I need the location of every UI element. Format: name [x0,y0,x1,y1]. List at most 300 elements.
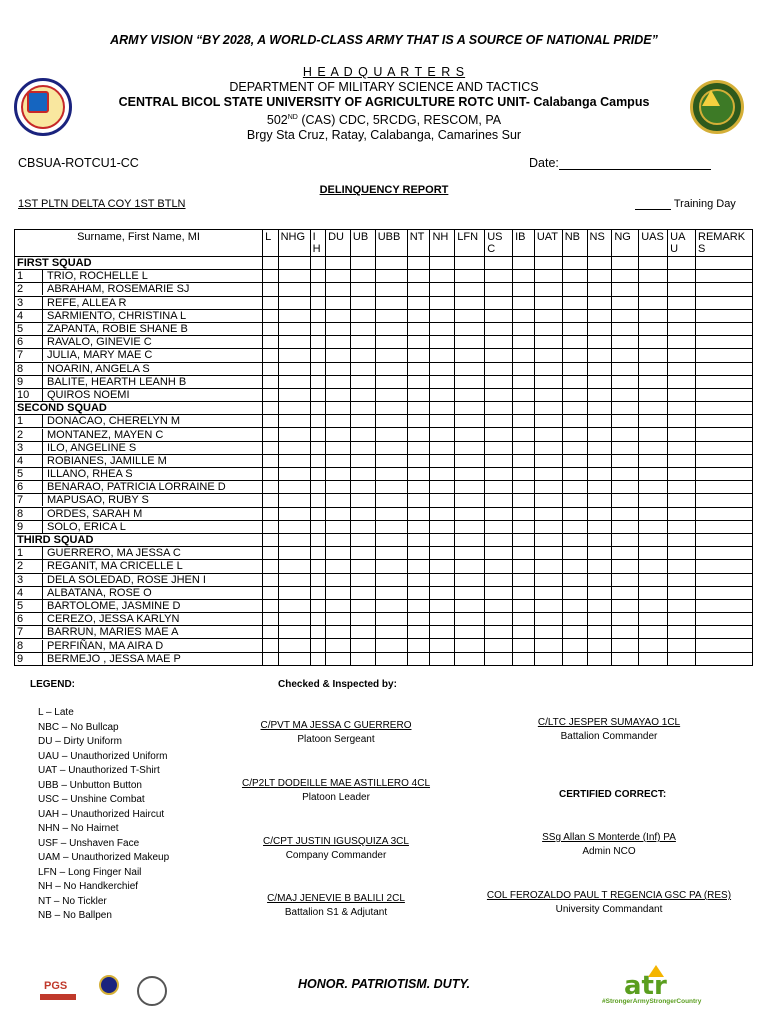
mark-cell[interactable] [562,573,587,586]
mark-cell[interactable] [513,283,535,296]
mark-cell[interactable] [310,468,326,481]
mark-cell[interactable] [455,270,485,283]
mark-cell[interactable] [407,560,430,573]
mark-cell[interactable] [278,613,310,626]
mark-cell[interactable] [375,349,407,362]
mark-cell[interactable] [350,336,375,349]
mark-cell[interactable] [430,613,455,626]
mark-cell[interactable] [696,507,753,520]
mark-cell[interactable] [696,613,753,626]
mark-cell[interactable] [534,626,562,639]
mark-cell[interactable] [612,639,639,652]
mark-cell[interactable] [278,441,310,454]
mark-cell[interactable] [513,481,535,494]
mark-cell[interactable] [455,441,485,454]
mark-cell[interactable] [350,454,375,467]
mark-cell[interactable] [612,322,639,335]
mark-cell[interactable] [485,349,513,362]
mark-cell[interactable] [278,283,310,296]
mark-cell[interactable] [350,573,375,586]
mark-cell[interactable] [430,309,455,322]
mark-cell[interactable] [668,441,696,454]
mark-cell[interactable] [375,547,407,560]
mark-cell[interactable] [668,626,696,639]
mark-cell[interactable] [430,388,455,401]
mark-cell[interactable] [587,428,612,441]
mark-cell[interactable] [326,283,351,296]
mark-cell[interactable] [326,362,351,375]
mark-cell[interactable] [485,573,513,586]
mark-cell[interactable] [430,468,455,481]
mark-cell[interactable] [513,626,535,639]
mark-cell[interactable] [430,362,455,375]
mark-cell[interactable] [668,547,696,560]
mark-cell[interactable] [375,652,407,665]
mark-cell[interactable] [562,626,587,639]
mark-cell[interactable] [407,468,430,481]
mark-cell[interactable] [696,639,753,652]
mark-cell[interactable] [278,494,310,507]
mark-cell[interactable] [587,560,612,573]
mark-cell[interactable] [407,349,430,362]
mark-cell[interactable] [534,362,562,375]
mark-cell[interactable] [310,375,326,388]
mark-cell[interactable] [263,388,279,401]
mark-cell[interactable] [587,441,612,454]
mark-cell[interactable] [562,375,587,388]
mark-cell[interactable] [639,309,668,322]
mark-cell[interactable] [455,388,485,401]
mark-cell[interactable] [430,599,455,612]
mark-cell[interactable] [639,322,668,335]
mark-cell[interactable] [350,283,375,296]
mark-cell[interactable] [639,481,668,494]
mark-cell[interactable] [455,296,485,309]
mark-cell[interactable] [310,349,326,362]
mark-cell[interactable] [278,481,310,494]
mark-cell[interactable] [278,428,310,441]
mark-cell[interactable] [326,520,351,533]
mark-cell[interactable] [485,468,513,481]
mark-cell[interactable] [407,415,430,428]
mark-cell[interactable] [639,415,668,428]
mark-cell[interactable] [668,322,696,335]
mark-cell[interactable] [263,441,279,454]
mark-cell[interactable] [326,652,351,665]
mark-cell[interactable] [310,322,326,335]
mark-cell[interactable] [612,573,639,586]
mark-cell[interactable] [310,494,326,507]
mark-cell[interactable] [430,415,455,428]
mark-cell[interactable] [455,309,485,322]
mark-cell[interactable] [407,639,430,652]
mark-cell[interactable] [612,547,639,560]
mark-cell[interactable] [696,547,753,560]
mark-cell[interactable] [612,599,639,612]
mark-cell[interactable] [263,560,279,573]
mark-cell[interactable] [407,388,430,401]
mark-cell[interactable] [350,322,375,335]
mark-cell[interactable] [639,520,668,533]
mark-cell[interactable] [485,362,513,375]
mark-cell[interactable] [407,441,430,454]
mark-cell[interactable] [612,560,639,573]
mark-cell[interactable] [668,560,696,573]
mark-cell[interactable] [612,362,639,375]
mark-cell[interactable] [263,454,279,467]
mark-cell[interactable] [485,441,513,454]
mark-cell[interactable] [696,441,753,454]
mark-cell[interactable] [407,283,430,296]
mark-cell[interactable] [278,415,310,428]
mark-cell[interactable] [455,520,485,533]
mark-cell[interactable] [485,415,513,428]
mark-cell[interactable] [485,428,513,441]
mark-cell[interactable] [534,296,562,309]
mark-cell[interactable] [278,362,310,375]
mark-cell[interactable] [696,283,753,296]
mark-cell[interactable] [326,270,351,283]
mark-cell[interactable] [639,454,668,467]
mark-cell[interactable] [310,613,326,626]
mark-cell[interactable] [562,388,587,401]
mark-cell[interactable] [430,441,455,454]
mark-cell[interactable] [455,613,485,626]
mark-cell[interactable] [587,309,612,322]
mark-cell[interactable] [326,481,351,494]
mark-cell[interactable] [350,428,375,441]
mark-cell[interactable] [534,468,562,481]
mark-cell[interactable] [587,586,612,599]
mark-cell[interactable] [513,560,535,573]
mark-cell[interactable] [455,507,485,520]
mark-cell[interactable] [310,388,326,401]
mark-cell[interactable] [668,599,696,612]
mark-cell[interactable] [562,309,587,322]
mark-cell[interactable] [696,322,753,335]
mark-cell[interactable] [310,586,326,599]
mark-cell[interactable] [375,494,407,507]
mark-cell[interactable] [668,468,696,481]
mark-cell[interactable] [375,296,407,309]
mark-cell[interactable] [350,560,375,573]
mark-cell[interactable] [375,507,407,520]
mark-cell[interactable] [562,520,587,533]
mark-cell[interactable] [639,270,668,283]
mark-cell[interactable] [310,573,326,586]
mark-cell[interactable] [430,494,455,507]
mark-cell[interactable] [263,613,279,626]
mark-cell[interactable] [612,283,639,296]
mark-cell[interactable] [455,639,485,652]
mark-cell[interactable] [407,599,430,612]
mark-cell[interactable] [278,270,310,283]
mark-cell[interactable] [513,336,535,349]
mark-cell[interactable] [278,454,310,467]
mark-cell[interactable] [430,573,455,586]
mark-cell[interactable] [639,388,668,401]
mark-cell[interactable] [407,626,430,639]
mark-cell[interactable] [375,454,407,467]
mark-cell[interactable] [587,322,612,335]
mark-cell[interactable] [513,652,535,665]
mark-cell[interactable] [350,362,375,375]
mark-cell[interactable] [587,454,612,467]
mark-cell[interactable] [534,388,562,401]
mark-cell[interactable] [668,586,696,599]
mark-cell[interactable] [485,296,513,309]
mark-cell[interactable] [430,322,455,335]
mark-cell[interactable] [612,468,639,481]
mark-cell[interactable] [430,586,455,599]
mark-cell[interactable] [350,599,375,612]
mark-cell[interactable] [668,270,696,283]
mark-cell[interactable] [326,626,351,639]
mark-cell[interactable] [668,388,696,401]
mark-cell[interactable] [485,309,513,322]
mark-cell[interactable] [326,388,351,401]
mark-cell[interactable] [513,441,535,454]
mark-cell[interactable] [587,639,612,652]
mark-cell[interactable] [430,520,455,533]
mark-cell[interactable] [350,494,375,507]
mark-cell[interactable] [263,639,279,652]
mark-cell[interactable] [350,639,375,652]
mark-cell[interactable] [534,441,562,454]
mark-cell[interactable] [587,388,612,401]
mark-cell[interactable] [562,652,587,665]
mark-cell[interactable] [696,349,753,362]
mark-cell[interactable] [485,336,513,349]
mark-cell[interactable] [696,270,753,283]
mark-cell[interactable] [263,468,279,481]
mark-cell[interactable] [455,468,485,481]
mark-cell[interactable] [639,428,668,441]
mark-cell[interactable] [562,613,587,626]
mark-cell[interactable] [455,375,485,388]
mark-cell[interactable] [407,296,430,309]
mark-cell[interactable] [612,481,639,494]
mark-cell[interactable] [430,626,455,639]
mark-cell[interactable] [310,639,326,652]
mark-cell[interactable] [534,613,562,626]
mark-cell[interactable] [278,507,310,520]
mark-cell[interactable] [263,494,279,507]
mark-cell[interactable] [263,652,279,665]
mark-cell[interactable] [587,573,612,586]
mark-cell[interactable] [485,494,513,507]
mark-cell[interactable] [278,626,310,639]
mark-cell[interactable] [587,468,612,481]
mark-cell[interactable] [534,599,562,612]
mark-cell[interactable] [562,283,587,296]
mark-cell[interactable] [350,349,375,362]
mark-cell[interactable] [455,573,485,586]
mark-cell[interactable] [485,652,513,665]
mark-cell[interactable] [375,468,407,481]
mark-cell[interactable] [350,388,375,401]
mark-cell[interactable] [485,388,513,401]
mark-cell[interactable] [562,494,587,507]
mark-cell[interactable] [513,520,535,533]
mark-cell[interactable] [612,336,639,349]
mark-cell[interactable] [278,586,310,599]
mark-cell[interactable] [455,428,485,441]
mark-cell[interactable] [485,626,513,639]
mark-cell[interactable] [562,560,587,573]
mark-cell[interactable] [513,613,535,626]
mark-cell[interactable] [612,309,639,322]
mark-cell[interactable] [326,415,351,428]
mark-cell[interactable] [696,309,753,322]
mark-cell[interactable] [263,349,279,362]
mark-cell[interactable] [375,309,407,322]
mark-cell[interactable] [263,336,279,349]
mark-cell[interactable] [310,283,326,296]
mark-cell[interactable] [455,415,485,428]
mark-cell[interactable] [455,494,485,507]
mark-cell[interactable] [455,560,485,573]
mark-cell[interactable] [310,336,326,349]
mark-cell[interactable] [534,639,562,652]
mark-cell[interactable] [639,560,668,573]
mark-cell[interactable] [310,441,326,454]
mark-cell[interactable] [534,454,562,467]
mark-cell[interactable] [455,322,485,335]
mark-cell[interactable] [562,468,587,481]
mark-cell[interactable] [278,309,310,322]
mark-cell[interactable] [375,573,407,586]
mark-cell[interactable] [375,481,407,494]
mark-cell[interactable] [263,270,279,283]
mark-cell[interactable] [696,573,753,586]
mark-cell[interactable] [696,586,753,599]
mark-cell[interactable] [310,520,326,533]
mark-cell[interactable] [263,573,279,586]
mark-cell[interactable] [612,349,639,362]
mark-cell[interactable] [587,494,612,507]
mark-cell[interactable] [485,586,513,599]
mark-cell[interactable] [326,507,351,520]
mark-cell[interactable] [430,375,455,388]
mark-cell[interactable] [612,270,639,283]
mark-cell[interactable] [263,362,279,375]
mark-cell[interactable] [562,336,587,349]
mark-cell[interactable] [430,349,455,362]
mark-cell[interactable] [326,573,351,586]
mark-cell[interactable] [639,586,668,599]
mark-cell[interactable] [407,573,430,586]
mark-cell[interactable] [562,481,587,494]
mark-cell[interactable] [513,428,535,441]
mark-cell[interactable] [534,283,562,296]
mark-cell[interactable] [263,547,279,560]
mark-cell[interactable] [534,349,562,362]
mark-cell[interactable] [375,283,407,296]
mark-cell[interactable] [375,599,407,612]
mark-cell[interactable] [263,626,279,639]
mark-cell[interactable] [668,613,696,626]
mark-cell[interactable] [668,507,696,520]
mark-cell[interactable] [350,652,375,665]
mark-cell[interactable] [310,428,326,441]
mark-cell[interactable] [350,468,375,481]
mark-cell[interactable] [534,547,562,560]
mark-cell[interactable] [407,507,430,520]
mark-cell[interactable] [430,547,455,560]
mark-cell[interactable] [375,626,407,639]
mark-cell[interactable] [310,309,326,322]
mark-cell[interactable] [612,428,639,441]
mark-cell[interactable] [587,349,612,362]
mark-cell[interactable] [668,309,696,322]
mark-cell[interactable] [562,441,587,454]
mark-cell[interactable] [534,520,562,533]
mark-cell[interactable] [263,520,279,533]
mark-cell[interactable] [696,520,753,533]
mark-cell[interactable] [562,547,587,560]
mark-cell[interactable] [587,652,612,665]
mark-cell[interactable] [326,586,351,599]
mark-cell[interactable] [326,349,351,362]
mark-cell[interactable] [696,652,753,665]
mark-cell[interactable] [350,626,375,639]
mark-cell[interactable] [562,599,587,612]
mark-cell[interactable] [350,586,375,599]
mark-cell[interactable] [696,560,753,573]
mark-cell[interactable] [310,599,326,612]
mark-cell[interactable] [326,454,351,467]
mark-cell[interactable] [326,428,351,441]
mark-cell[interactable] [430,481,455,494]
mark-cell[interactable] [485,283,513,296]
mark-cell[interactable] [562,428,587,441]
mark-cell[interactable] [562,270,587,283]
mark-cell[interactable] [639,652,668,665]
mark-cell[interactable] [639,639,668,652]
mark-cell[interactable] [612,613,639,626]
mark-cell[interactable] [587,283,612,296]
mark-cell[interactable] [455,586,485,599]
mark-cell[interactable] [407,652,430,665]
mark-cell[interactable] [326,599,351,612]
mark-cell[interactable] [350,441,375,454]
mark-cell[interactable] [485,481,513,494]
mark-cell[interactable] [639,296,668,309]
mark-cell[interactable] [485,639,513,652]
mark-cell[interactable] [350,415,375,428]
mark-cell[interactable] [668,415,696,428]
mark-cell[interactable] [326,336,351,349]
mark-cell[interactable] [696,428,753,441]
mark-cell[interactable] [326,375,351,388]
mark-cell[interactable] [407,586,430,599]
mark-cell[interactable] [534,481,562,494]
mark-cell[interactable] [263,309,279,322]
mark-cell[interactable] [407,494,430,507]
mark-cell[interactable] [513,599,535,612]
mark-cell[interactable] [455,481,485,494]
mark-cell[interactable] [263,481,279,494]
mark-cell[interactable] [612,388,639,401]
mark-cell[interactable] [612,415,639,428]
mark-cell[interactable] [375,336,407,349]
mark-cell[interactable] [310,547,326,560]
mark-cell[interactable] [310,560,326,573]
mark-cell[interactable] [639,547,668,560]
mark-cell[interactable] [562,296,587,309]
mark-cell[interactable] [696,388,753,401]
